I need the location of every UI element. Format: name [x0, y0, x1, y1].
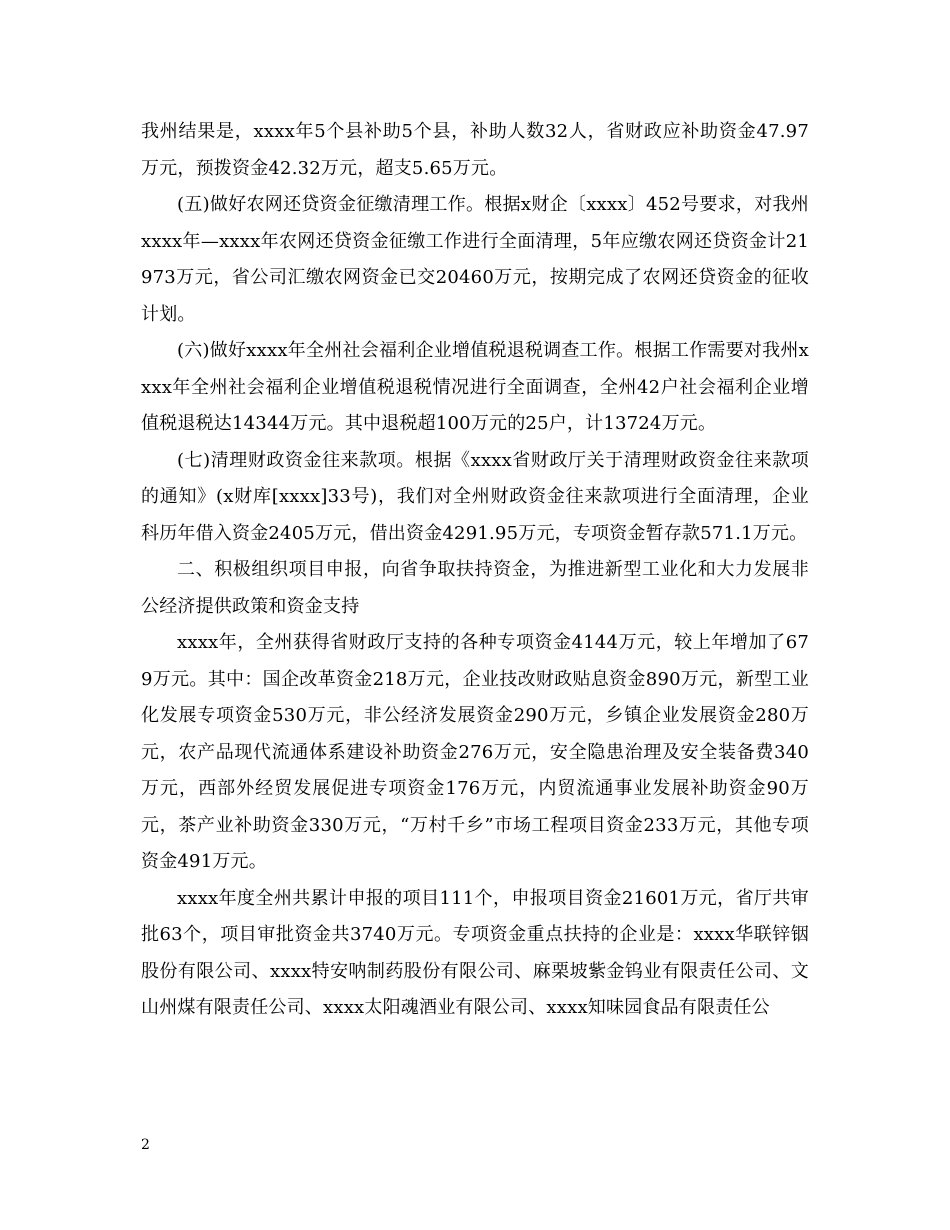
paragraph-continuation: 我州结果是，xxxx年5个县补助5个县，补助人数32人，省财政应补助资金47.97万元，预拨资金42.32万元，超支5.65万元。 [141, 121, 809, 179]
paragraph-section-six: (六)做好xxxx年全州社会福利企业增值税退税调查工作。根据工作需要对我州xxxx年全州社会福利企业增值税退税情况进行全面调查，全州42户社会福利企业增值税退税达14344万元。其中退税超100万元的25户，计13724万元。 [141, 340, 809, 434]
paragraph-section-seven: (七)清理财政资金往来款项。根据《xxxx省财政厅关于清理财政资金往来款项的通知》(x财库[xxxx]33号)，我们对全州财政资金往来款项进行全面清理，企业科历年借入资金2405万元，借出资金4291.95万元，专项资金暂存款571.1万元。 [141, 449, 809, 544]
paragraph-project-applications: xxxx年度全州共累计申报的项目111个，申报项目资金21601万元，省厅共审批63个，项目审批资金共3740万元。专项资金重点扶持的企业是：xxxx华联锌铟股份有限公司、xxxx特安呐制药股份有限公司、麻栗坡紫金钨业有限责任公司、文山州煤有限责任公司、xxxx太阳魂酒业有限公司、xxxx知味园食品有限责任公 [141, 887, 809, 1018]
document-body [141, 114, 809, 1027]
page-number: 2 [141, 1137, 150, 1153]
paragraph-special-funds: xxxx年，全州获得省财政厅支持的各种专项资金4144万元，较上年增加了679万元。其中：国企改革资金218万元，企业技改财政贴息资金890万元，新型工业化发展专项资金530万元，非公经济发展资金290万元，乡镇企业发展资金280万元，农产品现代流通体系建设补助资金276万元，安全隐患治理及安全装备费340万元，西部外经贸发展促进专项资金176万元，内贸流通事业发展补助资金90万元，茶产业补助资金330万元，“万村千乡”市场工程项目资金233万元，其他专项资金491万元。 [141, 632, 809, 872]
paragraph-section-five: (五)做好农网还贷资金征缴清理工作。根据x财企〔xxxx〕452号要求，对我州xxxx年—xxxx年农网还贷资金征缴工作进行全面清理，5年应缴农网还贷资金计21973万元，省公司汇缴农网资金已交20460万元，按期完成了农网还贷资金的征收计划。 [141, 194, 809, 325]
section-heading-two: 二、积极组织项目申报，向省争取扶持资金，为推进新型工业化和大力发展非公经济提供政策和资金支持 [141, 559, 809, 617]
